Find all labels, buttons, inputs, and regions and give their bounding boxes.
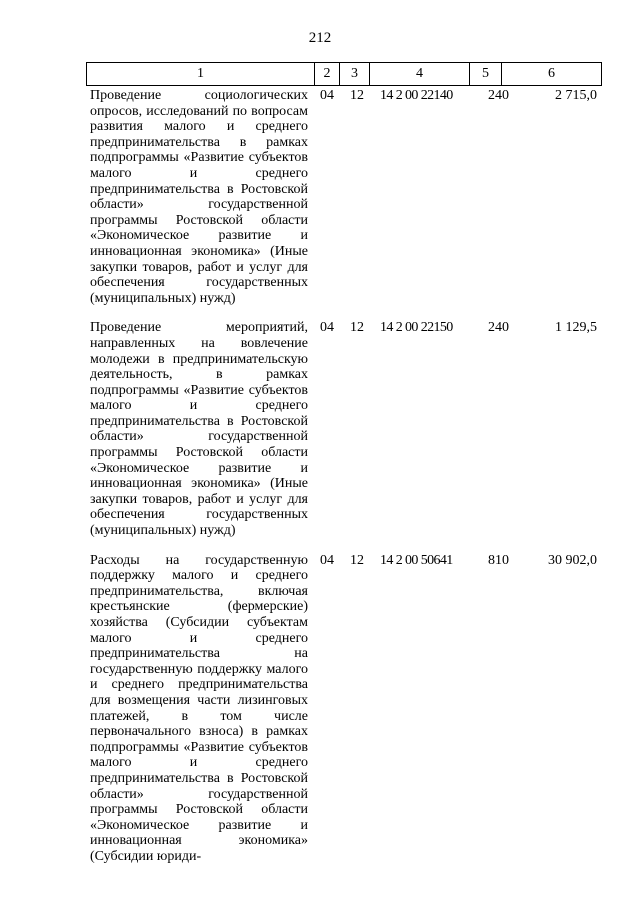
row-section: 04	[320, 320, 334, 336]
row-expense-type: 810	[488, 552, 509, 568]
row-subsection: 12	[350, 320, 364, 336]
column-header-5: 5	[470, 63, 502, 86]
row-expense-type: 240	[488, 320, 509, 336]
row-expense-type: 240	[488, 88, 509, 103]
column-header-2: 2	[315, 63, 340, 86]
column-header-6: 6	[502, 63, 602, 86]
row-target-code: 14 2 00 50641	[380, 552, 453, 568]
row-description: Расходы на государственную поддержку малого и среднего предпринимательства, включая крестьянские (фермерские) хозяйства (Субсидии субъектам малого и среднего предпринимательства на государственную поддержку малого и среднего предпринимательства для возмещения части лизинговых платежей, в том числе первоначального взноса) в рамках подпрограммы «Развитие субъектов малого и среднего предпринимательства в Ростовской области» государственной программы Ростовской области «Экономическое развитие и инновационная экономика» (Субсидии юриди-	[90, 552, 308, 864]
column-header-3: 3	[340, 63, 370, 86]
column-header-row	[87, 63, 602, 86]
row-target-code: 14 2 00 22150	[380, 320, 453, 336]
column-header-table	[86, 62, 602, 86]
row-section: 04	[320, 88, 334, 103]
table-row	[86, 88, 599, 306]
budget-table-body	[86, 88, 599, 879]
row-subsection: 12	[350, 88, 364, 103]
row-subsection: 12	[350, 552, 364, 568]
page-number: 212	[308, 30, 332, 46]
table-row	[86, 320, 599, 538]
row-description: Проведение мероприятий, направленных на вовлечение молодежи в предпринимательскую деятельность, в рамках подпрограммы «Развитие субъектов малого и среднего предпринимательства в Ростовской области» государственной программы Ростовской области «Экономическое развитие и инновационная экономика» (Иные закупки товаров, работ и услуг для обеспечения государственных (муниципальных) нужд)	[90, 320, 308, 539]
column-header-1: 1	[87, 63, 315, 86]
row-amount: 2 715,0	[555, 88, 597, 103]
row-section: 04	[320, 552, 334, 568]
column-header-4: 4	[370, 63, 470, 86]
row-amount: 1 129,5	[555, 320, 597, 336]
row-target-code: 14 2 00 22140	[380, 88, 453, 103]
table-row	[86, 553, 599, 865]
row-description: Проведение социологических опросов, исследований по вопросам развития малого и среднего предпринимательства в рамках подпрограммы «Развитие субъектов малого и среднего предпринимательства в Ростовской области» государственной программы Ростовской области «Экономическое развитие и инновационная экономика» (Иные закупки товаров, работ и услуг для обеспечения государственных (муниципальных) нужд)	[90, 88, 308, 306]
row-amount: 30 902,0	[548, 552, 597, 568]
